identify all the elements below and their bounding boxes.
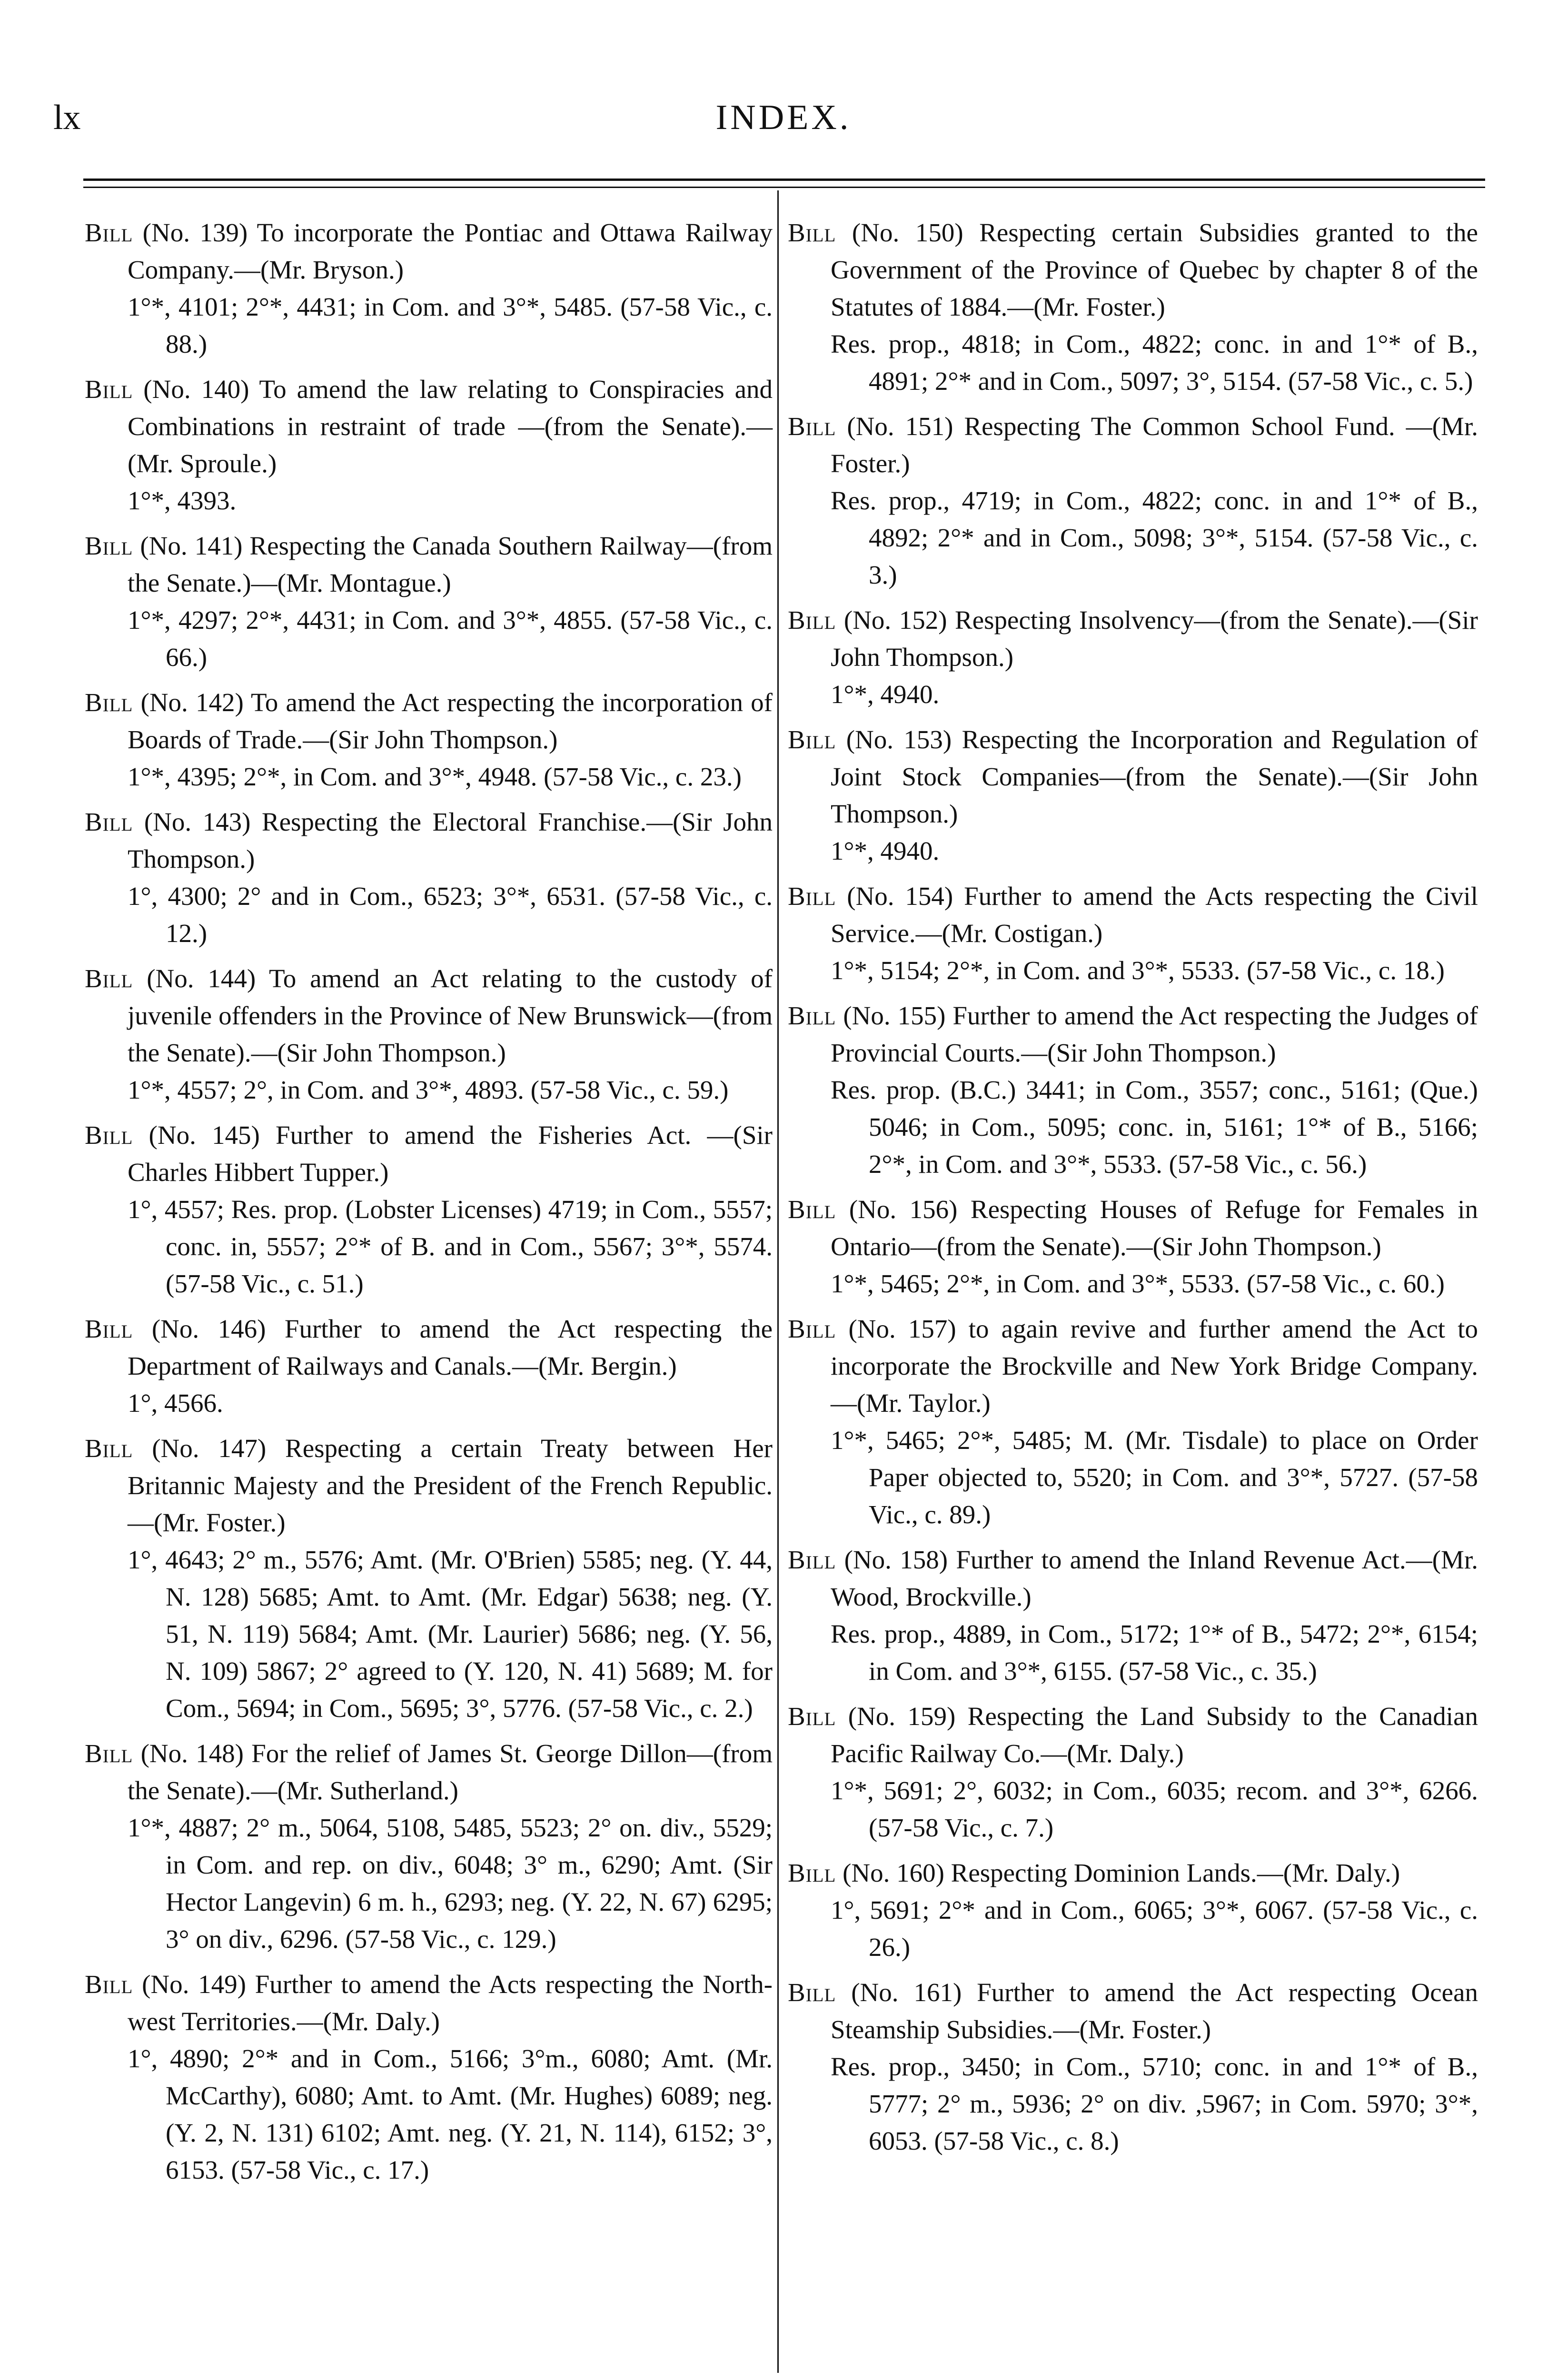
index-entry [85, 960, 773, 1109]
entry-heading: Bill (No. 143) Respecting the Electoral Franchise.—(Sir John Thompson.) [85, 807, 773, 873]
entry-detail: Res. prop., 4818; in Com., 4822; conc. in and 1°* of B., 4891; 2°* and in Com., 5097; 3°, 5154. (57-58 Vic., c. 5.) [831, 329, 1478, 396]
entry-detail: 1°*, 4940. [831, 680, 940, 709]
bill-word: Bill [788, 1195, 836, 1224]
entry-heading: Bill (No. 139) To incorporate the Pontiac and Ottawa Railway Company.—(Mr. Bryson.) [85, 218, 773, 284]
bill-word: Bill [85, 807, 133, 836]
entry-detail: 1°*, 5154; 2°*, in Com. and 3°*, 5533. (57-58 Vic., c. 18.) [831, 956, 1445, 985]
entry-detail: 1°*, 4393. [128, 486, 237, 515]
entry-detail: 1°*, 4887; 2° m., 5064, 5108, 5485, 5523; 2° on. div., 5529; in Com. and rep. on div., 6048; 3° m., 6290; Amt. (Sir Hector Langevin) 6 m. h., 6293; neg. (Y. 22, N. 67) 6295; 3° on div., 6296. (57-58 Vic., c. 129.) [128, 1813, 773, 1954]
entry-heading: Bill (No. 149) Further to amend the Acts respecting the North-west Territories.—(Mr. Daly.) [85, 1970, 773, 2036]
index-entry [788, 1698, 1478, 1846]
bill-word: Bill [788, 882, 836, 911]
entry-detail: Res. prop., 4719; in Com., 4822; conc. in and 1°* of B., 4892; 2°* and in Com., 5098; 3°*, 5154. (57-58 Vic., c. 3.) [831, 486, 1478, 589]
entry-detail: 1°, 4557; Res. prop. (Lobster Licenses) 4719; in Com., 5557; conc. in, 5557; 2°* of B. and in Com., 5567; 3°*, 5574. (57-58 Vic., c. 51.) [128, 1195, 773, 1298]
index-entry [85, 684, 773, 795]
bill-word: Bill [85, 964, 133, 993]
entry-detail: 1°, 5691; 2°* and in Com., 6065; 3°*, 6067. (57-58 Vic., c. 26.) [831, 1895, 1478, 1962]
entry-detail: 1°*, 5465; 2°*, 5485; M. (Mr. Tisdale) to place on Order Paper objected to, 5520; in Com. and 3°*, 5727. (57-58 Vic., c. 89.) [831, 1426, 1478, 1529]
page-number: lx [53, 98, 81, 137]
entry-heading: Bill (No. 156) Respecting Houses of Refuge for Females in Ontario—(from the Senate).—(Sir John Thompson.) [788, 1195, 1478, 1261]
index-entry [788, 1541, 1478, 1690]
entry-heading: Bill (No. 158) Further to amend the Inland Revenue Act.—(Mr. Wood, Brockville.) [788, 1545, 1478, 1611]
column-divider [777, 190, 779, 2373]
index-entry [788, 721, 1478, 870]
index-entry [85, 371, 773, 519]
entry-detail: 1°, 4566. [128, 1388, 223, 1418]
header-rule [83, 178, 1485, 181]
page-title: INDEX. [715, 98, 852, 137]
entry-heading: Bill (No. 144) To amend an Act relating to the custody of juvenile offenders in the Province of New Brunswick—(from the Senate).—(Sir John Thompson.) [85, 964, 773, 1067]
entry-heading: Bill (No. 148) For the relief of James St. George Dillon—(from the Senate).—(Mr. Sutherland.) [85, 1739, 773, 1805]
bill-word: Bill [788, 1858, 836, 1887]
entry-detail: Res. prop. (B.C.) 3441; in Com., 3557; conc., 5161; (Que.) 5046; in Com., 5095; conc. in, 5161; 1°* of B., 5166; 2°*, in Com. and 3°*, 5533. (57-58 Vic., c. 56.) [831, 1075, 1478, 1179]
entry-detail: 1°, 4890; 2°* and in Com., 5166; 3°m., 6080; Amt. (Mr. McCarthy), 6080; Amt. to Amt. (Mr. Hughes) 6089; neg. (Y. 2, N. 131) 6102; Amt. neg. (Y. 21, N. 114), 6152; 3°, 6153. (57-58 Vic., c. 17.) [128, 2044, 773, 2184]
index-entry [788, 878, 1478, 989]
entry-heading: Bill (No. 140) To amend the law relating to Conspiracies and Combinations in restraint of trade —(from the Senate).—(Mr. Sproule.) [85, 375, 773, 478]
bill-word: Bill [788, 1314, 836, 1343]
bill-word: Bill [788, 725, 836, 754]
bill-word: Bill [85, 1121, 133, 1150]
entry-detail: 1°*, 5465; 2°*, in Com. and 3°*, 5533. (57-58 Vic., c. 60.) [831, 1269, 1445, 1298]
left-column [85, 214, 773, 2197]
index-entry [85, 1430, 773, 1727]
bill-word: Bill [85, 1314, 133, 1343]
index-entry [788, 408, 1478, 594]
bill-word: Bill [85, 1739, 133, 1768]
entry-heading: Bill (No. 161) Further to amend the Act respecting Ocean Steamship Subsidies.—(Mr. Foster.) [788, 1978, 1478, 2044]
bill-word: Bill [85, 218, 133, 247]
bill-word: Bill [85, 531, 133, 560]
bill-word: Bill [788, 412, 836, 441]
bill-word: Bill [85, 375, 133, 404]
entry-heading: Bill (No. 160) Respecting Dominion Lands.—(Mr. Daly.) [788, 1858, 1400, 1887]
index-entry [85, 803, 773, 952]
entry-detail: 1°*, 5691; 2°, 6032; in Com., 6035; recom. and 3°*, 6266. (57-58 Vic., c. 7.) [831, 1776, 1478, 1842]
index-entry [85, 1966, 773, 2189]
entry-detail: 1°*, 4940. [831, 836, 940, 865]
right-column [788, 214, 1478, 2168]
index-entry [788, 1310, 1478, 1533]
entry-heading: Bill (No. 151) Respecting The Common School Fund. —(Mr. Foster.) [788, 412, 1478, 478]
entry-detail: 1°*, 4297; 2°*, 4431; in Com. and 3°*, 4855. (57-58 Vic., c. 66.) [128, 605, 773, 672]
entry-heading: Bill (No. 147) Respecting a certain Treaty between Her Britannic Majesty and the President of the French Republic.—(Mr. Foster.) [85, 1434, 773, 1537]
entry-detail: Res. prop., 3450; in Com., 5710; conc. in and 1°* of B., 5777; 2° m., 5936; 2° on div. ,5967; in Com. 5970; 3°*, 6053. (57-58 Vic., c. 8.) [831, 2052, 1478, 2155]
index-entry [85, 1735, 773, 1958]
entry-heading: Bill (No. 153) Respecting the Incorporation and Regulation of Joint Stock Companies—(from the Senate).—(Sir John Thompson.) [788, 725, 1478, 828]
entry-heading: Bill (No. 145) Further to amend the Fisheries Act. —(Sir Charles Hibbert Tupper.) [85, 1121, 773, 1187]
entry-heading: Bill (No. 142) To amend the Act respecting the incorporation of Boards of Trade.—(Sir John Thompson.) [85, 688, 773, 754]
bill-word: Bill [788, 218, 836, 247]
bill-word: Bill [788, 1001, 836, 1030]
index-entry [788, 997, 1478, 1183]
bill-word: Bill [85, 1434, 133, 1463]
index-entry [788, 1854, 1478, 1966]
bill-word: Bill [85, 688, 133, 717]
bill-word: Bill [788, 605, 836, 635]
entry-detail: 1°*, 4395; 2°*, in Com. and 3°*, 4948. (57-58 Vic., c. 23.) [128, 762, 742, 791]
bill-word: Bill [788, 1702, 836, 1731]
index-entry [788, 1191, 1478, 1302]
entry-heading: Bill (No. 141) Respecting the Canada Southern Railway—(from the Senate.)—(Mr. Montague.) [85, 531, 773, 597]
index-entry [788, 214, 1478, 400]
entry-detail: 1°, 4643; 2° m., 5576; Amt. (Mr. O'Brien) 5585; neg. (Y. 44, N. 128) 5685; Amt. to Amt. (Mr. Edgar) 5638; neg. (Y. 51, N. 119) 5684; Amt. (Mr. Laurier) 5686; neg. (Y. 56, N. 109) 5867; 2° agreed to (Y. 120, N. 41) 5689; M. for Com., 5694; in Com., 5695; 3°, 5776. (57-58 Vic., c. 2.) [128, 1545, 773, 1723]
entry-detail: 1°*, 4557; 2°, in Com. and 3°*, 4893. (57-58 Vic., c. 59.) [128, 1075, 729, 1104]
entry-heading: Bill (No. 150) Respecting certain Subsidies granted to the Government of the Province of Quebec by chapter 8 of the Statutes of 1884.—(Mr. Foster.) [788, 218, 1478, 321]
entry-heading: Bill (No. 157) to again revive and further amend the Act to incorporate the Brockville and New York Bridge Company.—(Mr. Taylor.) [788, 1314, 1478, 1418]
entry-detail: Res. prop., 4889, in Com., 5172; 1°* of B., 5472; 2°*, 6154; in Com. and 3°*, 6155. (57-58 Vic., c. 35.) [831, 1619, 1478, 1686]
bill-word: Bill [85, 1970, 133, 1999]
entry-heading: Bill (No. 146) Further to amend the Act respecting the Department of Railways and Canals.—(Mr. Bergin.) [85, 1314, 773, 1380]
entry-heading: Bill (No. 155) Further to amend the Act respecting the Judges of Provincial Courts.—(Sir John Thompson.) [788, 1001, 1478, 1067]
entry-heading: Bill (No. 159) Respecting the Land Subsidy to the Canadian Pacific Railway Co.—(Mr. Daly.) [788, 1702, 1478, 1768]
index-entry [85, 1310, 773, 1422]
index-entry [85, 527, 773, 676]
index-entry [85, 214, 773, 363]
bill-word: Bill [788, 1978, 836, 2007]
index-entry [788, 602, 1478, 713]
entry-heading: Bill (No. 152) Respecting Insolvency—(from the Senate).—(Sir John Thompson.) [788, 605, 1478, 672]
index-entry [85, 1117, 773, 1302]
bill-word: Bill [788, 1545, 836, 1574]
header-rule-thin [83, 187, 1485, 188]
entry-detail: 1°, 4300; 2° and in Com., 6523; 3°*, 6531. (57-58 Vic., c. 12.) [128, 882, 773, 948]
entry-heading: Bill (No. 154) Further to amend the Acts respecting the Civil Service.—(Mr. Costigan.) [788, 882, 1478, 948]
entry-detail: 1°*, 4101; 2°*, 4431; in Com. and 3°*, 5485. (57-58 Vic., c. 88.) [128, 292, 773, 358]
index-entry [788, 1974, 1478, 2160]
